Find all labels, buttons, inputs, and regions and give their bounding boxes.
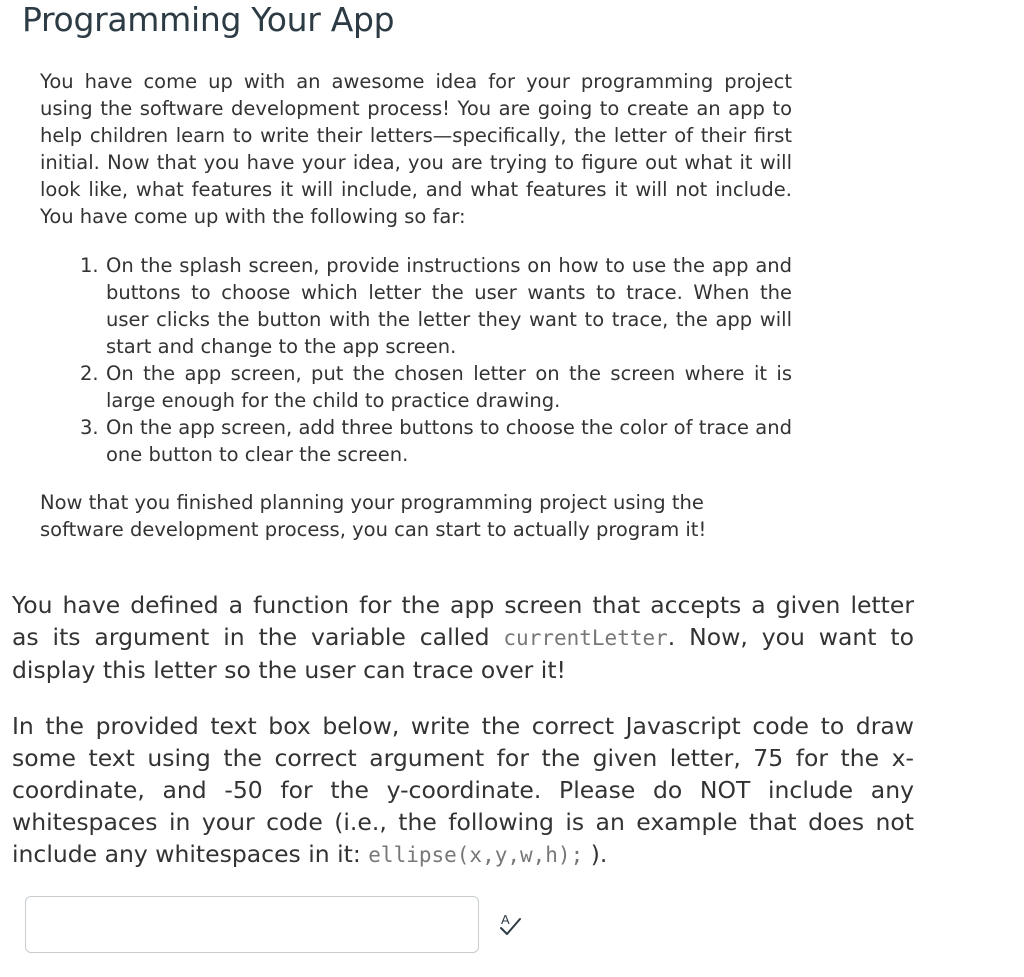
page-title: Programming Your App [22, 0, 395, 39]
code-example: ellipse(x,y,w,h); [368, 843, 584, 867]
list-item [80, 252, 792, 360]
answer-input[interactable] [25, 896, 479, 953]
list-item [80, 360, 792, 414]
list-item-number: 1. [80, 254, 99, 277]
question-text: . Now, you want to display this letter so the user can trace over it! [12, 623, 914, 684]
question-paragraph-2 [12, 710, 914, 871]
list-item-number: 3. [80, 416, 99, 439]
list-item-number: 2. [80, 362, 99, 385]
list-item-text: On the app screen, put the chosen letter on the screen where it is large enough for the child to practice drawing. [106, 362, 792, 412]
svg-text:A: A [501, 912, 510, 927]
question-text: You have defined a function for the app screen that accepts a given letter as its argument in the variable called [12, 591, 914, 651]
question-text: In the provided text box below, write the correct Javascript code to draw some text using the correct argument for the given letter, 75 for the x-coordinate, and -50 for the y-coordinate. Please do NOT include any whitespaces in your code (i.e., the following is an example that does not include any whitespaces in it: [12, 712, 914, 868]
code-variable-name: currentLetter [503, 626, 668, 650]
list-item-text: On the splash screen, provide instructions on how to use the app and buttons to choose which letter the user wants to trace. When the user clicks the button with the letter they want to trace, the app will start and change to the app screen. [106, 254, 792, 358]
list-item-text: On the app screen, add three buttons to choose the color of trace and one button to clear the screen. [106, 416, 792, 466]
spellcheck-icon[interactable] [496, 910, 524, 938]
plan-list [80, 252, 792, 468]
question-paragraph-1 [12, 589, 914, 686]
question-text: ). [583, 840, 608, 868]
closing-paragraph: Now that you finished planning your programming project using the software development process, you can start to actually program it! [40, 491, 707, 541]
list-item [80, 414, 792, 468]
intro-paragraph: You have come up with an awesome idea for your programming project using the software development process! You are going to create an app to help children learn to write their letters—specifically, the letter of their first initial. Now that you have your idea, you are trying to figure out what it will look like, what features it will include, and what features it will not include. You have come up with the following so far: [40, 70, 792, 228]
